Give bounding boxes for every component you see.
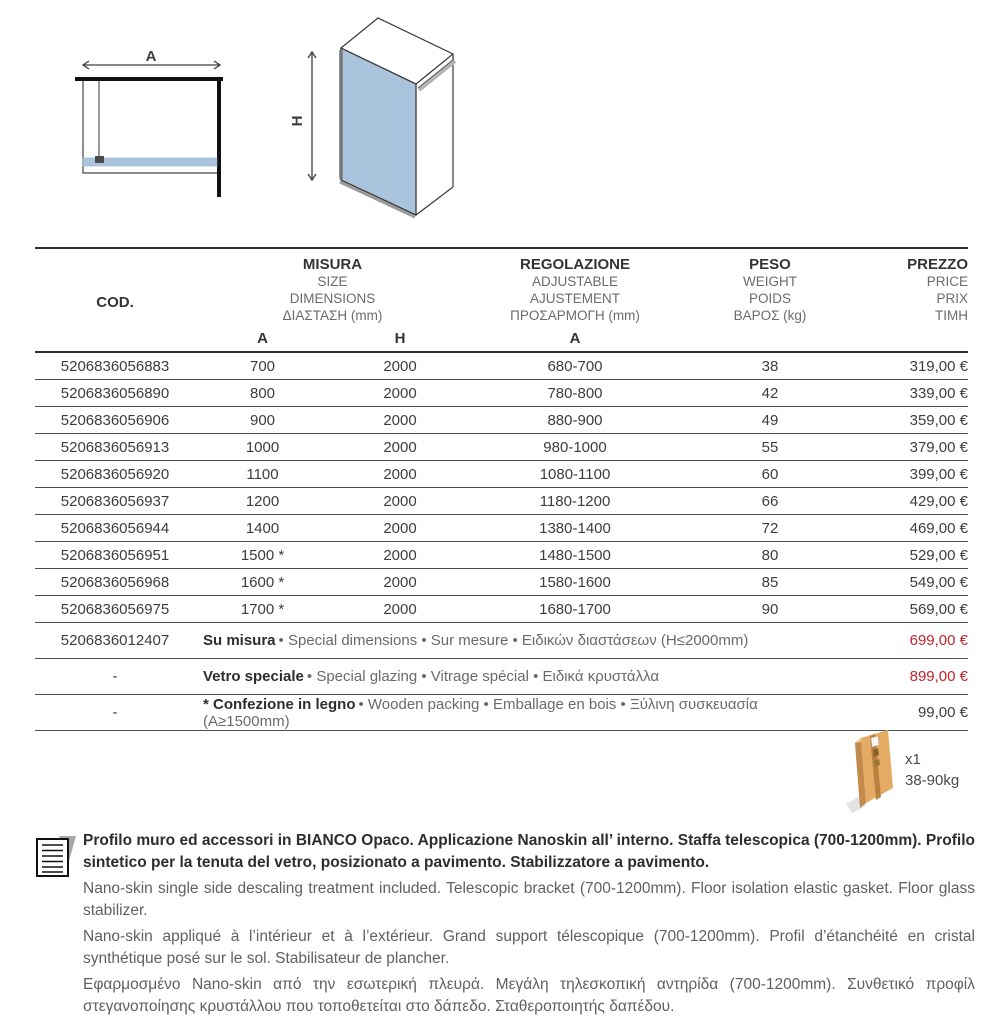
isometric-panel-diagram <box>280 5 480 223</box>
cell-cod: - <box>112 704 118 721</box>
subheader-size-a: A <box>257 330 268 347</box>
note-italian: Profilo muro ed accessori in BIANCO Opaco. Applicazione Nanoskin all’ interno. Staffa telescopica (700-1200mm). Profilo sintetico per la tenuta del vetro, posizionato a pavimento. Stabilizzatore a pavimento. <box>83 832 975 871</box>
cell-reg: 880-900 <box>547 411 603 429</box>
cell-peso: 66 <box>761 492 779 510</box>
cell-h: 2000 <box>383 573 417 591</box>
cell-reg: 680-700 <box>547 357 603 375</box>
cell-h: 2000 <box>383 384 417 402</box>
table-row <box>35 434 968 461</box>
cell-h: 2000 <box>383 411 417 429</box>
cell-prezzo: 399,00 € <box>909 465 968 483</box>
table-header <box>35 249 968 353</box>
special-row-su-misura <box>35 623 968 659</box>
packing-text <box>905 749 959 791</box>
height-dimension-label: H <box>289 115 306 127</box>
description-rest: • Special dimensions • Sur mesure • Ειδικών διαστάσεων (H≤2000mm) <box>278 632 749 649</box>
width-dimension-label: A <box>145 48 157 65</box>
note-french: Nano-skin appliqué à l’intérieur et à l’extérieur. Grand support télescopique (700-1200mm). Profil d’étanchéité en cristal synthétique posé sur le sol. Stabilisateur de plancher. <box>83 928 975 967</box>
note-english: Nano-skin single side descaling treatment included. Telescopic bracket (700-1200mm). Floor isolation elastic gasket. Floor glass stabilizer. <box>83 880 975 919</box>
table-row <box>35 596 968 623</box>
cell-prezzo: 339,00 € <box>909 384 968 402</box>
table-row <box>35 488 968 515</box>
cell-a: 1400 <box>245 519 280 537</box>
cell-a: 800 <box>249 384 276 402</box>
cell-h: 2000 <box>383 519 417 537</box>
table-row <box>35 353 968 380</box>
notes-section <box>35 830 975 1022</box>
cell-prezzo: 99,00 € <box>917 704 968 721</box>
spec-sheet-icon <box>33 835 79 879</box>
cell-peso: 60 <box>761 465 779 483</box>
top-view-diagram <box>57 28 242 213</box>
package-box-icon <box>843 724 903 816</box>
subheader-adjustable-a: A <box>569 330 581 347</box>
cell-peso: 49 <box>761 411 779 429</box>
cell-a: 1600 * <box>240 573 285 591</box>
cell-h: 2000 <box>383 357 417 375</box>
packing-info <box>843 724 983 819</box>
cell-prezzo: 899,00 € <box>909 668 968 685</box>
telescopic-bar <box>418 59 455 90</box>
cell-prezzo: 549,00 € <box>909 573 968 591</box>
special-row-vetro-speciale <box>35 659 968 695</box>
cell-h: 2000 <box>383 438 417 456</box>
bracket-foot <box>95 156 104 163</box>
table-row <box>35 569 968 596</box>
wall-lines <box>75 77 223 197</box>
cell-a: 1500 * <box>240 546 285 564</box>
cell-peso: 80 <box>761 546 779 564</box>
cell-prezzo: 699,00 € <box>909 632 968 649</box>
cell-reg: 1480-1500 <box>539 546 611 564</box>
cell-cod: 5206836056937 <box>60 492 170 510</box>
column-header-price: PREZZO PRICE PRIX ΤΙΜΗ <box>907 256 968 323</box>
cell-prezzo: 569,00 € <box>909 600 968 618</box>
table-row <box>35 380 968 407</box>
cell-h: 2000 <box>383 465 417 483</box>
cell-description <box>195 696 820 730</box>
cell-a: 1200 <box>245 492 280 510</box>
cell-h: 2000 <box>383 492 417 510</box>
cell-prezzo: 469,00 € <box>909 519 968 537</box>
cell-prezzo: 379,00 € <box>909 438 968 456</box>
cell-reg: 1180-1200 <box>539 492 611 510</box>
cell-prezzo: 529,00 € <box>909 546 968 564</box>
glass-panel <box>341 48 416 215</box>
cell-cod: 5206836056968 <box>60 573 170 591</box>
cell-reg: 980-1000 <box>543 438 607 456</box>
cell-cod: 5206836056975 <box>60 600 170 618</box>
cell-prezzo: 359,00 € <box>909 411 968 429</box>
height-dimension-arrow <box>308 52 316 180</box>
description-rest: • Special glazing • Vitrage spécial • Ειδικά κρυστάλλα <box>306 668 660 685</box>
cell-cod: 5206836056944 <box>60 519 170 537</box>
cell-peso: 55 <box>761 438 779 456</box>
cell-prezzo: 429,00 € <box>909 492 968 510</box>
price-table <box>35 247 968 731</box>
cell-peso: 72 <box>761 519 779 537</box>
cell-reg: 780-800 <box>547 384 603 402</box>
description-label: Vetro speciale <box>203 668 304 685</box>
cell-cod: 5206836056951 <box>60 546 170 564</box>
packing-weight-range: 38-90kg <box>905 772 960 789</box>
cell-cod: 5206836056920 <box>60 465 170 483</box>
description-label: Su misura <box>203 632 276 649</box>
cell-a: 1700 * <box>240 600 285 618</box>
cell-reg: 1580-1600 <box>539 573 611 591</box>
cell-reg: 1080-1100 <box>539 465 611 483</box>
cell-peso: 90 <box>761 600 779 618</box>
note-greek: Εφαρμοσμένο Nano-skin από την εσωτερική πλευρά. Μεγάλη τηλεσκοπική αντηρίδα (700-1200mm). Συνθετικό προφίλ στεγανοποίησης κρυστάλλου που τοποθετείται στο δάπεδο. Σταθεροποιητής δαπέδου. <box>83 976 975 1015</box>
packing-quantity: x1 <box>905 751 921 768</box>
cell-peso: 38 <box>761 357 779 375</box>
cell-reg: 1380-1400 <box>539 519 611 537</box>
cell-peso: 42 <box>761 384 779 402</box>
cell-prezzo: 319,00 € <box>909 357 968 375</box>
table-row <box>35 461 968 488</box>
cell-h: 2000 <box>383 546 417 564</box>
description-rest: • Wooden packing • Emballage en bois • Ξύλινη συσκευασία (A≥1500mm) <box>203 695 758 730</box>
cell-reg: 1680-1700 <box>539 600 611 618</box>
table-row <box>35 407 968 434</box>
subheader-size-h: H <box>394 330 406 347</box>
cell-peso: 85 <box>761 573 779 591</box>
cell-cod: 5206836056906 <box>60 411 170 429</box>
cell-a: 900 <box>249 411 276 429</box>
column-header-size: MISURA SIZE DIMENSIONS ΔΙΑΣΤΑΣΗ (mm) <box>282 256 383 323</box>
table-row <box>35 542 968 569</box>
cell-cod: 5206836056883 <box>60 357 170 375</box>
column-header-weight: PESO WEIGHT POIDS ΒΑΡΟΣ (kg) <box>733 256 807 323</box>
cell-cod: 5206836012407 <box>60 632 170 649</box>
cell-cod: 5206836056913 <box>60 438 170 456</box>
table-row <box>35 515 968 542</box>
column-header-cod: COD. <box>96 294 134 311</box>
description-label: * Confezione in legno <box>203 695 356 713</box>
cell-description <box>195 668 820 685</box>
cell-a: 1000 <box>245 438 280 456</box>
cell-description <box>195 632 820 649</box>
cell-h: 2000 <box>383 600 417 618</box>
special-row-confezione-legno <box>35 695 968 731</box>
cell-a: 1100 <box>246 465 279 483</box>
cell-a: 700 <box>249 357 276 375</box>
column-header-adjustable: REGOLAZIONE ADJUSTABLE AJUSTEMENT ΠΡΟΣΑΡΜΟΓΗ (mm) <box>510 256 640 323</box>
cell-cod: 5206836056890 <box>60 384 170 402</box>
cell-cod: - <box>112 668 118 685</box>
